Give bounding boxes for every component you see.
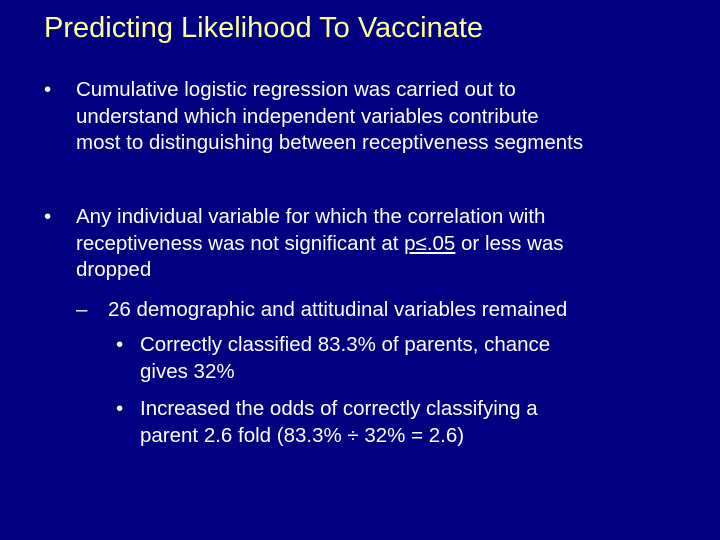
sub-sub-bullet-1-line-1: Correctly classified 83.3% of parents, chance <box>140 333 551 356</box>
sub-sub-bullet-2 <box>116 396 538 449</box>
sub-sub-bullet-1-line-2: gives 32% <box>140 359 235 383</box>
bullet-marker: • <box>44 205 52 228</box>
sub-sub-bullet-1 <box>116 332 550 385</box>
bullet-2-line-2 <box>76 231 564 258</box>
bullet-1-line-3: most to distinguishing between receptiveness segments <box>76 131 584 154</box>
bullet-marker: • <box>116 397 124 420</box>
p-value-threshold: p≤.05 <box>404 231 456 255</box>
sub-sub-bullet-2-line-1: Increased the odds of correctly classifying a <box>140 397 538 420</box>
slide-title: Predicting Likelihood To Vaccinate <box>44 12 484 44</box>
sub-bullet-dash <box>76 297 567 324</box>
bullet-1-line-1: Cumulative logistic regression was carried out to <box>76 78 516 101</box>
bullet-1 <box>44 77 583 157</box>
sub-sub-bullet-2-line-2: parent 2.6 fold (83.3% ÷ 32% = 2.6) <box>140 423 465 447</box>
dash-marker: – <box>76 298 88 321</box>
bullet-marker: • <box>44 78 52 101</box>
bullet-2-line-2-after: or less was <box>455 231 564 255</box>
bullet-2 <box>44 204 564 284</box>
bullet-2-line-1: Any individual variable for which the correlation with <box>76 205 546 228</box>
sub-bullet-text: 26 demographic and attitudinal variables remained <box>108 298 568 321</box>
bullet-1-line-2: understand which independent variables contribute <box>76 104 539 128</box>
bullet-marker: • <box>116 333 124 356</box>
bullet-2-line-3: dropped <box>76 258 152 281</box>
bullet-2-line-2-before: receptiveness was not significant at <box>76 231 405 255</box>
